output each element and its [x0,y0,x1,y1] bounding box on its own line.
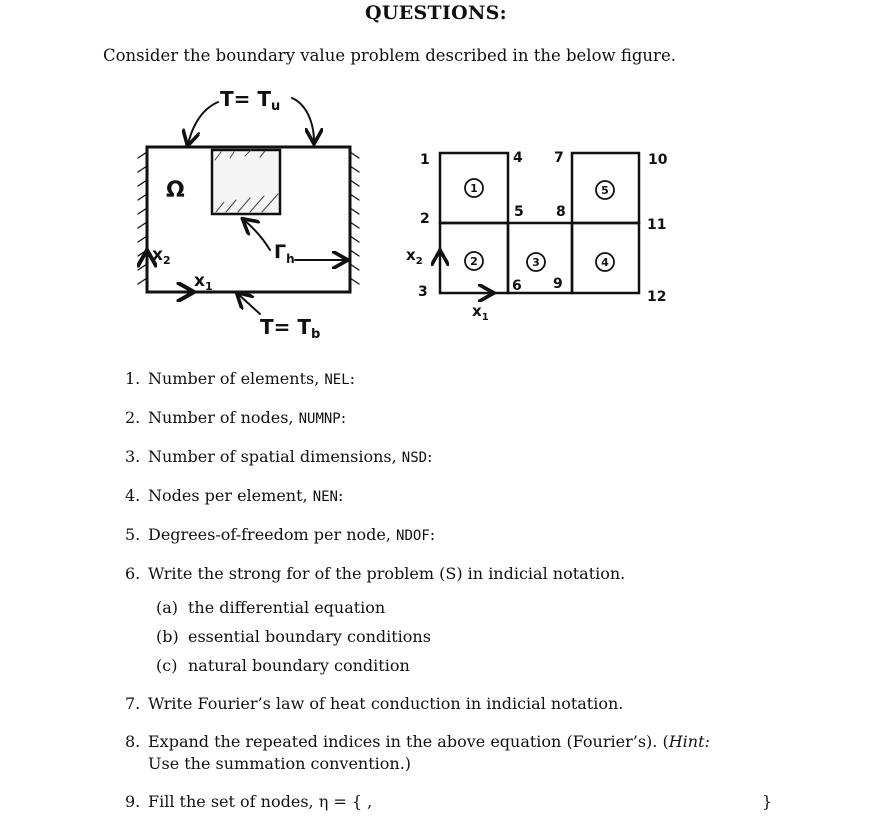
question-9: 9. Fill the set of nodes, η = { , } [125,792,773,811]
node-label: 4 [513,150,523,166]
element-label: 1 [470,182,478,195]
node-label: 10 [648,152,668,168]
mesh-x1-label: x [472,302,482,320]
node-label: 3 [418,284,428,300]
gamma-label: Γ [274,241,287,263]
question-6b: (b) essential boundary conditions [156,627,431,646]
intro-text: Consider the boundary value problem described in the below figure. [103,46,676,65]
svg-text:Γh: $\Gamma_h$ [274,241,295,266]
node-label: 9 [553,276,563,292]
question-2: 2. Number of nodes, NUMNP: [125,408,347,427]
svg-text:x1: $x_1$ [194,271,213,293]
question-list [125,368,773,829]
question-5: 5. Degrees-of-freedom per node, NDOF: [125,525,436,544]
node-label: 5 [514,204,524,220]
node-label: 8 [556,204,566,220]
svg-text:T= Tb: $T= T_b$ [260,315,321,342]
node-label: 11 [647,217,667,233]
node-label: 2 [420,211,430,227]
problem-figure [120,80,680,350]
gamma-arrow-hole [244,220,270,250]
mesh-sketch [440,153,639,293]
question-6-parts [156,597,765,677]
mesh-node-numbers [418,150,668,305]
node-label: 12 [647,289,667,305]
svg-text:x1: $x_1$ [472,302,489,323]
svg-text:T= Tu: $T= T_u$ [220,87,281,114]
x1-label: x [194,271,205,291]
tb-arrow [238,294,260,314]
mesh-x2-label: x [406,246,416,264]
element-label: 4 [601,256,609,269]
question-8: 8. Expand the repeated indices in the above equation (Fourier’s). (Hint: Use the summation convention.) [125,732,710,773]
question-1: 1. Number of elements, NEL: [125,369,356,388]
code-ndof: NDOF [396,528,430,544]
code-nsd: NSD [401,450,428,466]
code-nen: NEN [312,489,338,505]
svg-text:x2: $x_2$ [406,246,423,267]
question-6a: (a) the differential equation [156,598,386,617]
question-3: 3. Number of spatial dimensions, NSD: [125,447,433,466]
element-label: 3 [532,256,540,269]
hint-label: Hint: [668,732,710,751]
element-label: 5 [601,184,609,197]
question-7: 7. Write Fourier’s law of heat conduction in indicial notation. [125,694,624,713]
code-nel: NEL [324,372,350,388]
question-6c: (c) natural boundary condition [156,656,410,675]
node-label: 1 [420,152,430,168]
page-title: QUESTIONS: [364,2,507,24]
node-label: 7 [554,150,564,166]
x2-label: x [152,245,163,265]
element-label: 2 [470,255,478,268]
tu-label: T= T [220,87,272,111]
tu-arrow-right [292,98,314,142]
set-close-brace: } [762,792,773,811]
tb-label: T= T [260,315,312,339]
node-label: 6 [512,278,522,294]
mesh-element-numbers [470,182,609,269]
svg-text:x2: $x_2$ [152,245,171,267]
question-4: 4. Nodes per element, NEN: [125,486,344,505]
code-numnp: NUMNP [298,411,341,427]
domain-sketch [138,98,359,314]
omega-label: Ω [166,178,185,203]
tu-arrow-left [188,102,218,144]
question-6: 6. Write the strong for of the problem (S) in indicial notation. (a) the differential equation (b) essential boundary conditions (c) natural boundary condition [125,563,765,677]
